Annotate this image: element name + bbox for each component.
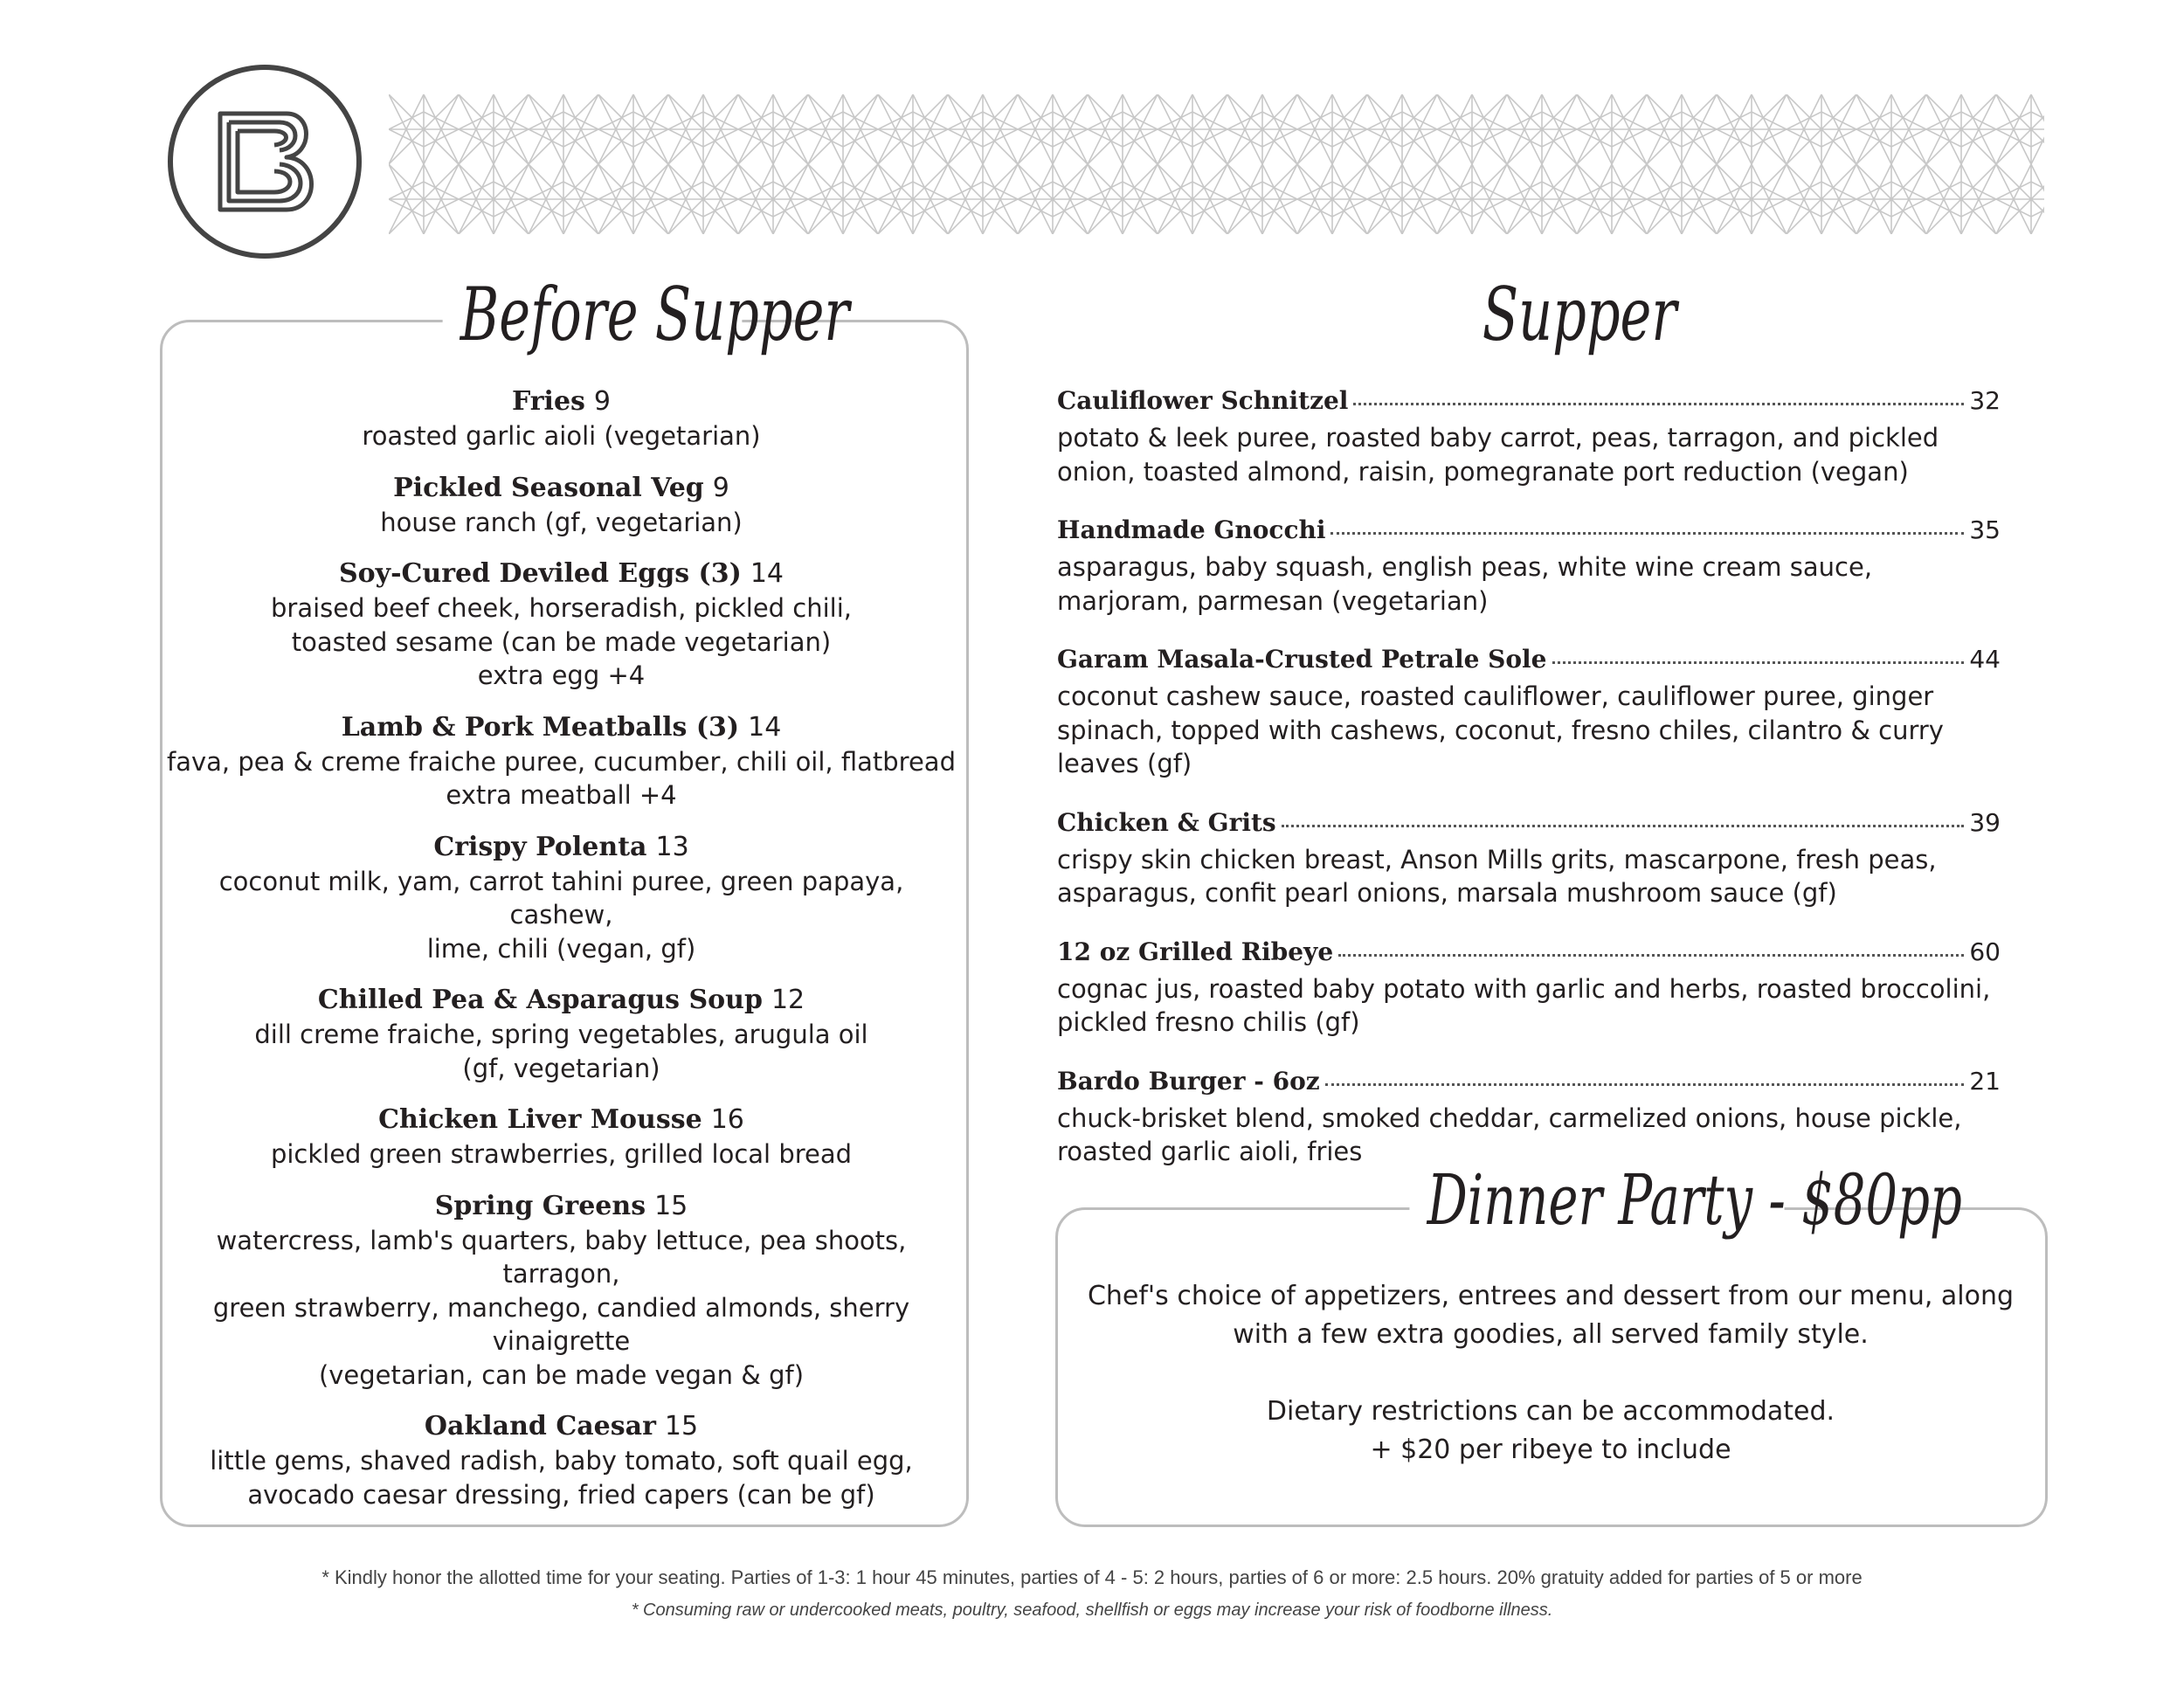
party-line-2: with a few extra goodies, all served family style. xyxy=(1233,1319,1869,1350)
menu-item xyxy=(1057,645,2001,781)
item-name: Chicken Liver Mousse xyxy=(378,1104,702,1135)
menu-item xyxy=(166,983,957,1085)
item-price: 44 xyxy=(1969,645,2001,674)
decorative-pattern-band xyxy=(389,94,2044,234)
menu-item xyxy=(166,1103,957,1172)
item-price: 13 xyxy=(655,831,689,862)
item-price: 14 xyxy=(748,711,782,743)
item-description: coconut cashew sauce, roasted cauliflower, cauliflower puree, ginger spinach, topped with cashews, coconut, fresno chiles, cilantro & curry leaves (gf) xyxy=(1057,681,1944,778)
menu-item xyxy=(166,471,957,540)
health-advisory-note: * Consuming raw or undercooked meats, poultry, seafood, shellfish or eggs may increase your risk of foodborne illness. xyxy=(631,1601,1553,1620)
menu-item xyxy=(166,830,957,966)
item-description: little gems, shaved radish, baby tomato, soft quail egg, avocado caesar dressing, fried capers (can be gf) xyxy=(210,1446,913,1510)
item-name: Chicken & Grits xyxy=(1057,807,1276,837)
item-name: Oakland Caesar xyxy=(424,1411,656,1442)
before-supper-list xyxy=(166,384,957,1529)
party-line-1: Chef's choice of appetizers, entrees and dessert from our menu, along xyxy=(1087,1281,2015,1311)
item-name: Spring Greens xyxy=(434,1190,646,1221)
menu-item xyxy=(166,1189,957,1393)
menu-item xyxy=(166,384,957,453)
dot-leader xyxy=(1353,403,1964,405)
item-price: 60 xyxy=(1969,937,2001,966)
before-supper-title: Before Supper xyxy=(443,278,743,351)
item-description: watercress, lamb's quarters, baby lettuce, pea shoots, tarragon, green strawberry, manchego, candied almonds, sherry vinaigrette (vegetarian, can be made vegan & gf) xyxy=(212,1225,910,1390)
item-price: 39 xyxy=(1969,807,2001,837)
item-name: Cauliflower Schnitzel xyxy=(1057,386,1349,415)
menu-item xyxy=(1057,1067,2001,1169)
item-price: 9 xyxy=(712,472,729,503)
menu-item xyxy=(1057,515,2001,618)
item-name: Lamb & Pork Meatballs (3) xyxy=(341,711,740,743)
menu-item xyxy=(166,1409,957,1511)
item-price: 9 xyxy=(593,386,612,417)
item-name: Crispy Polenta xyxy=(433,831,647,862)
item-description: cognac jus, roasted baby potato with garlic and herbs, roasted broccolini, pickled fresno chilis (gf) xyxy=(1057,973,1991,1037)
menu-item xyxy=(1057,937,2001,1040)
item-name: Chilled Pea & Asparagus Soup xyxy=(317,985,763,1015)
dinner-party-title: Dinner Party - $80pp xyxy=(1409,1165,1784,1235)
party-line-4: + $20 per ribeye to include xyxy=(1370,1435,1731,1465)
item-name: Garam Masala-Crusted Petrale Sole xyxy=(1057,645,1547,674)
dot-leader xyxy=(1338,954,1964,957)
item-description: pickled green strawberries, grilled local bread xyxy=(270,1139,853,1169)
item-description: house ranch (gf, vegetarian) xyxy=(380,507,743,537)
menu-item xyxy=(166,710,957,812)
dinner-party-description xyxy=(1066,1277,2035,1508)
menu-item xyxy=(1057,808,2001,910)
item-name: Fries xyxy=(511,386,585,417)
restaurant-logo xyxy=(166,63,363,260)
item-description: roasted garlic aioli (vegetarian) xyxy=(362,421,761,451)
item-price: 21 xyxy=(1969,1066,2001,1096)
supper-title: Supper xyxy=(1436,278,1723,351)
item-price: 32 xyxy=(1969,386,2001,415)
item-description: chuck-brisket blend, smoked cheddar, carmelized onions, house pickle, roasted garlic aioli, fries xyxy=(1057,1103,1962,1166)
dot-leader xyxy=(1282,825,1965,827)
supper-list xyxy=(1057,386,2001,1196)
item-name: 12 oz Grilled Ribeye xyxy=(1057,937,1334,966)
item-name: Pickled Seasonal Veg xyxy=(393,472,704,503)
party-line-3: Dietary restrictions can be accommodated. xyxy=(1266,1396,1835,1427)
item-description: dill creme fraiche, spring vegetables, arugula oil (gf, vegetarian) xyxy=(254,1020,868,1083)
item-description: asparagus, baby squash, english peas, white wine cream sauce, marjoram, parmesan (vegetarian) xyxy=(1057,552,1873,616)
item-description: fava, pea & creme fraiche puree, cucumber, chili oil, flatbread extra meatball +4 xyxy=(167,746,956,810)
seating-policy-note: * Kindly honor the allotted time for your seating. Parties of 1-3: 1 hour 45 minutes, parties of 4 - 5: 2 hours, parties of 6 or more: 2.5 hours. 20% gratuity added for parties of 5 or more xyxy=(321,1566,1863,1588)
item-name: Soy-Cured Deviled Eggs (3) xyxy=(339,558,742,589)
menu-item xyxy=(1057,386,2001,488)
item-price: 14 xyxy=(750,558,784,589)
dot-leader xyxy=(1552,661,1965,664)
item-price: 15 xyxy=(664,1411,699,1442)
item-price: 35 xyxy=(1969,515,2001,544)
item-description: potato & leek puree, roasted baby carrot, peas, tarragon, and pickled onion, toasted almond, raisin, pomegranate port reduction (vegan) xyxy=(1057,423,1939,487)
item-name: Handmade Gnocchi xyxy=(1057,515,1326,544)
item-description: coconut milk, yam, carrot tahini puree, green papaya, cashew, lime, chili (vegan, gf) xyxy=(218,866,904,964)
menu-item xyxy=(166,557,957,693)
item-price: 15 xyxy=(654,1190,688,1221)
item-price: 16 xyxy=(710,1104,744,1135)
dot-leader xyxy=(1325,1083,1965,1086)
item-description: braised beef cheek, horseradish, pickled chili, toasted sesame (can be made vegetarian) extra egg +4 xyxy=(270,593,853,690)
dot-leader xyxy=(1330,532,1964,535)
item-description: crispy skin chicken breast, Anson Mills grits, mascarpone, fresh peas, asparagus, confit pearl onions, marsala mushroom sauce (gf) xyxy=(1057,844,1937,908)
item-name: Bardo Burger - 6oz xyxy=(1057,1066,1320,1096)
item-price: 12 xyxy=(771,985,805,1015)
